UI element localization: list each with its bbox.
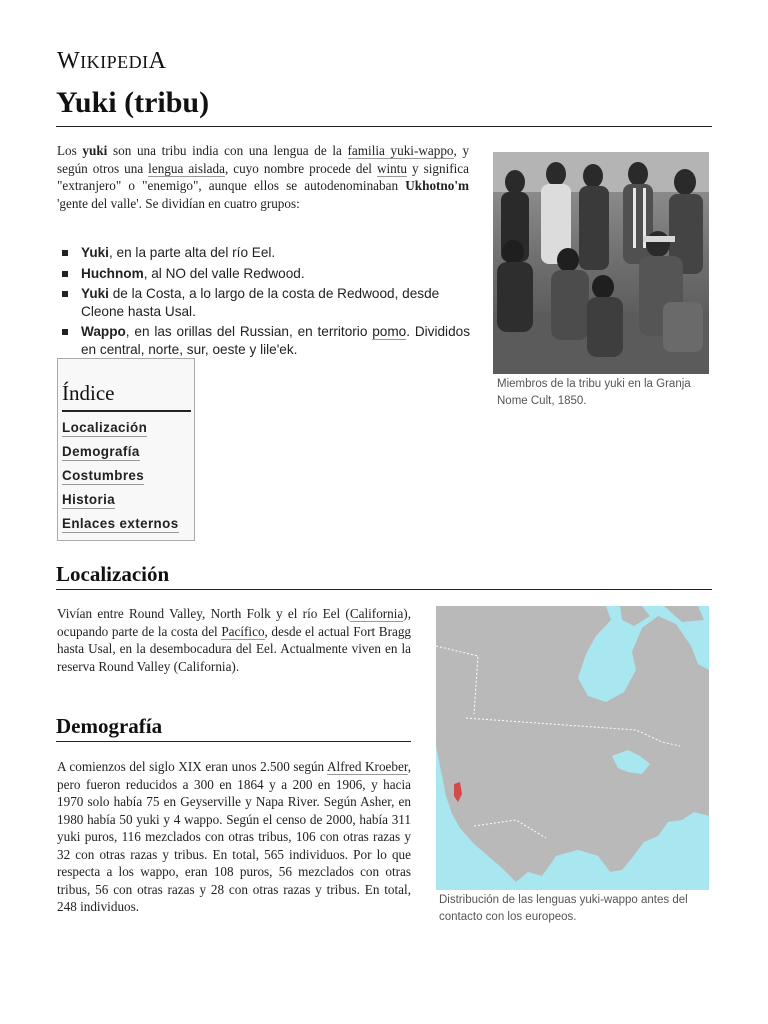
- link-wintu[interactable]: wintu: [376, 160, 408, 176]
- demo-text-2: , pero fueron reducidos a 300 en 1864 y a 200 en 1906, y hacia 1970 solo había 75 en Geyserville y Napa River. Según Asher, en 1980 había 50 yuki y 4 wappo. Según el censo de 2000, había 311 yuki puros, 116 mezclados con otras tribus, 106 con otras razas y 32 con otras razas y tribus. En total, 565 individuos. Por lo que respecta a los wappo, eran 108 puros, 56 mezclados con otras tribus, 56 con otras razas y 28 con otras razas y tribus. En total, 248 individuos.: [57, 759, 412, 914]
- loc-text-3: , desde el actual Fort Bragg hasta Usal, en la desembocadura del Eel. Actualmente viven en la reserva Round Valley (California).: [57, 623, 412, 674]
- wikipedia-wordmark[interactable]: [57, 48, 167, 75]
- map-caption: Distribución de las lenguas yuki-wappo antes del contacto con los europeos.: [439, 894, 688, 923]
- group-name: Huchnom: [81, 265, 144, 281]
- link-lengua-aislada[interactable]: lengua aislada: [148, 160, 225, 176]
- photo-caption: Miembros de la tribu yuki en la Granja Nome Cult, 1850.: [497, 378, 691, 407]
- intro-bold-ukhotnom: Ukhotno'm: [405, 178, 470, 193]
- link-alfred-kroeber[interactable]: Alfred Kroeber: [327, 759, 408, 774]
- toc-item-historia[interactable]: Historia: [62, 492, 116, 507]
- groups-list: [62, 244, 470, 361]
- intro-text-1: Los: [57, 143, 77, 158]
- group-text: , en las orillas del Russian, en territorio: [125, 324, 373, 339]
- bullet-icon: [62, 250, 68, 256]
- intro-paragraph: [57, 142, 469, 212]
- link-pomo[interactable]: pomo: [372, 324, 407, 339]
- toc-item-enlaces-externos[interactable]: Enlaces externos: [62, 516, 179, 531]
- wordmark-final: A: [148, 48, 167, 74]
- heading-demografia: Demografía: [56, 714, 163, 738]
- map-image: [436, 606, 709, 890]
- bullet-icon: [62, 291, 68, 297]
- section-divider: [56, 589, 712, 590]
- list-item: [62, 285, 470, 320]
- demografia-paragraph: [57, 758, 411, 916]
- intro-text-4: , cuyo nombre procede del: [224, 160, 372, 176]
- toc-item-costumbres[interactable]: Costumbres: [62, 468, 145, 483]
- list-item: [62, 265, 470, 283]
- wordmark-middle: IKIPEDI: [80, 52, 149, 72]
- intro-text-5: y significa "extranjero" o "enemigo", aunque ellos se autodenominaban: [57, 160, 470, 193]
- wordmark-initial: W: [57, 48, 81, 74]
- demo-text-1: A comienzos del siglo XIX eran unos 2.500 según: [57, 759, 325, 774]
- group-name: Yuki: [81, 286, 109, 301]
- title-divider: [56, 126, 712, 127]
- link-pacifico[interactable]: Pacífico: [221, 623, 265, 639]
- group-text: de la Costa, a lo largo de la costa de Redwood, desde Cleone hasta Usal.: [81, 286, 440, 319]
- intro-text-3: , y según otros una: [57, 143, 470, 176]
- heading-localizacion: Localización: [56, 562, 170, 586]
- list-item: [62, 244, 470, 262]
- group-name: Wappo: [81, 324, 126, 339]
- section-divider: [56, 741, 411, 742]
- intro-text-2: son una tribu india con una lengua de la: [113, 143, 342, 158]
- group-text: , en la parte alta del río Eel.: [108, 245, 276, 260]
- page-title: Yuki (tribu): [56, 86, 210, 119]
- north-america-map[interactable]: [436, 606, 709, 890]
- toc-divider: [62, 410, 191, 412]
- link-familia-yuki-wappo[interactable]: familia yuki-wappo: [347, 143, 454, 158]
- link-california[interactable]: California: [349, 606, 404, 621]
- toc-title: Índice: [62, 381, 115, 405]
- group-name: Yuki: [81, 245, 109, 260]
- bullet-icon: [62, 271, 68, 277]
- tribe-photo[interactable]: [493, 152, 709, 374]
- group-text-end: . Divididos en central, norte, sur, oeste y lile'ek.: [81, 324, 470, 357]
- localizacion-paragraph: [57, 605, 411, 675]
- toc-item-localizacion[interactable]: Localización: [62, 420, 148, 435]
- intro-text-6: 'gente del valle'. Se dividían en cuatro grupos:: [57, 195, 300, 211]
- loc-text-1: Vivían entre Round Valley, North Folk y el río Eel (: [57, 606, 350, 621]
- table-of-contents: [57, 358, 195, 541]
- tribe-photo-image: [493, 152, 709, 374]
- bullet-icon: [62, 329, 68, 335]
- group-text: , al NO del valle Redwood.: [143, 265, 305, 281]
- toc-item-demografia[interactable]: Demografía: [62, 444, 140, 459]
- list-item: [62, 323, 470, 358]
- loc-text-2: ), ocupando parte de la costa del: [57, 606, 411, 639]
- intro-bold-yuki: yuki: [82, 143, 108, 158]
